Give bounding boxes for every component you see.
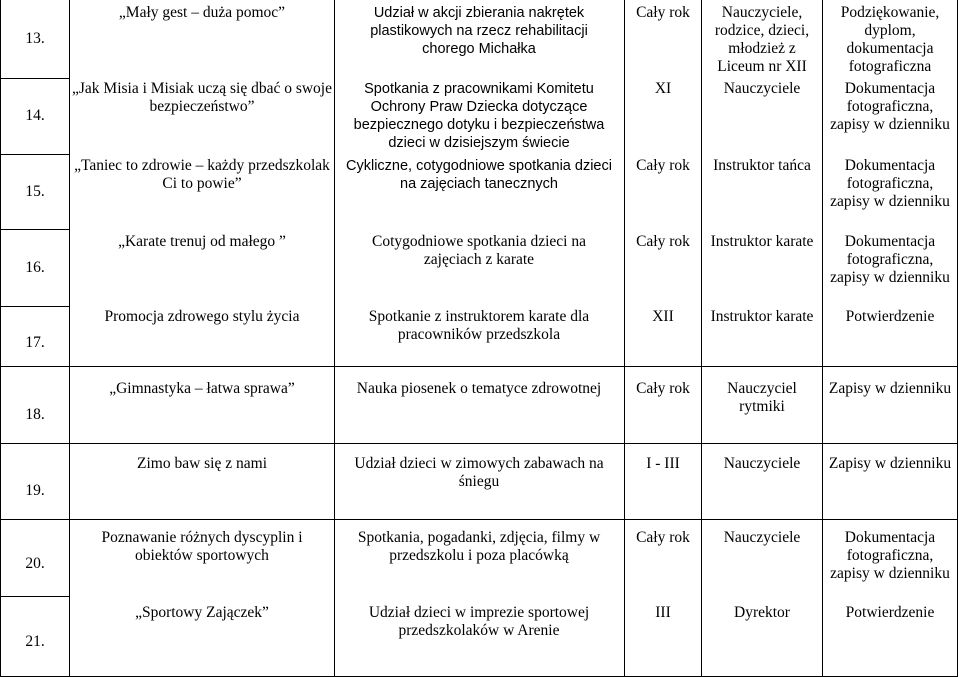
table-border-14-15 xyxy=(0,154,70,155)
table-border-col2 xyxy=(334,0,335,677)
documentation: Dokumentacja fotograficzna, zapisy w dzienniku xyxy=(830,233,950,286)
activity-description: Nauka piosenek o tematyce zdrowotnej xyxy=(356,380,602,397)
program-name: „Gimnastyka – łatwa sprawa” xyxy=(109,380,295,397)
table-border-col3 xyxy=(624,0,625,677)
documentation: Potwierdzenie xyxy=(845,604,935,621)
row-number: 15. xyxy=(25,183,45,200)
table-border-col4 xyxy=(701,0,702,677)
table-border-right xyxy=(957,0,958,677)
row-number: 17. xyxy=(25,334,45,351)
responsible: Instruktor karate xyxy=(710,233,814,250)
activity-description: Cykliczne, cotygodniowe spotkania dzieci na zajęciach tanecznych xyxy=(346,158,612,192)
term: Cały rok xyxy=(636,4,690,21)
documentation: Dokumentacja fotograficzna, zapisy w dzienniku xyxy=(830,80,950,133)
responsible: Instruktor tańca xyxy=(713,157,811,174)
term: Cały rok xyxy=(636,380,690,397)
table-border-18-19 xyxy=(0,443,958,444)
program-name: Promocja zdrowego stylu życia xyxy=(104,308,300,325)
activity-description: Udział w akcji zbierania nakrętek plastikowych na rzecz rehabilitacji chorego Michałka xyxy=(370,5,588,57)
term: XII xyxy=(652,308,674,325)
responsible: Nauczyciele xyxy=(723,80,801,97)
documentation: Potwierdzenie xyxy=(845,308,935,325)
table-border-13-14 xyxy=(0,78,70,79)
row-number: 21. xyxy=(25,633,45,650)
term: Cały rok xyxy=(636,233,690,250)
program-name: „Jak Misia i Misiak uczą się dbać o swoje bezpieczeństwo” xyxy=(72,80,332,115)
table-border-19-20 xyxy=(0,519,958,520)
table-border-15-16 xyxy=(0,229,70,230)
term: III xyxy=(655,604,671,621)
term: Cały rok xyxy=(636,157,690,174)
documentation: Dokumentacja fotograficzna, zapisy w dzienniku xyxy=(830,157,950,210)
activity-description: Spotkania z pracownikami Komitetu Ochrony Praw Dziecka dotyczące bezpiecznego dotyku i bezpieczeństwa dzieci w dzisiejszym świecie xyxy=(353,81,605,151)
responsible: Dyrektor xyxy=(734,604,790,621)
activity-description: Spotkania, pogadanki, zdjęcia, filmy w przedszkolu i poza placówką xyxy=(357,529,601,564)
table-border-20-21 xyxy=(0,596,70,597)
row-number: 20. xyxy=(25,555,45,572)
program-name: „Mały gest – duża pomoc” xyxy=(118,4,286,21)
table-border-16-17 xyxy=(0,306,70,307)
documentation: Zapisy w dzienniku xyxy=(828,455,952,472)
table-border-col5 xyxy=(822,0,823,677)
program-name: „Sportowy Zajączek” xyxy=(135,604,269,621)
responsible: Nauczyciele, rodzice, dzieci, młodzież z Liceum nr XII xyxy=(714,4,810,75)
row-number: 18. xyxy=(25,406,45,423)
documentation: Zapisy w dzienniku xyxy=(828,380,952,397)
activity-description: Udział dzieci w zimowych zabawach na śniegu xyxy=(354,455,604,490)
activity-description: Udział dzieci w imprezie sportowej przedszkolaków w Arenie xyxy=(368,604,590,639)
program-name: Poznawanie różnych dyscyplin i obiektów sportowych xyxy=(101,529,303,564)
documentation: Podziękowanie, dyplom, dokumentacja fotograficzna xyxy=(840,4,940,75)
row-number: 16. xyxy=(25,259,45,276)
table-border-col1 xyxy=(69,0,70,677)
row-number: 19. xyxy=(25,482,45,499)
responsible: Nauczyciel rytmiki xyxy=(727,380,797,415)
activity-description: Cotygodniowe spotkania dzieci na zajęciach z karate xyxy=(372,233,586,268)
row-number: 13. xyxy=(25,30,45,47)
activity-description: Spotkanie z instruktorem karate dla pracowników przedszkola xyxy=(368,308,590,343)
program-name: „Taniec to zdrowie – każdy przedszkolak Ci to powie” xyxy=(74,157,330,192)
program-name: „Karate trenuj od małego ” xyxy=(118,233,286,250)
responsible: Nauczyciele xyxy=(723,529,801,546)
responsible: Instruktor karate xyxy=(710,308,814,325)
table-border-17-18 xyxy=(0,366,958,367)
program-name: Zimo baw się z nami xyxy=(137,455,267,472)
term: Cały rok xyxy=(636,529,690,546)
documentation: Dokumentacja fotograficzna, zapisy w dzienniku xyxy=(830,529,950,582)
row-number: 14. xyxy=(25,107,45,124)
term: XI xyxy=(654,80,672,97)
term: I - III xyxy=(646,455,680,472)
responsible: Nauczyciele xyxy=(723,455,801,472)
